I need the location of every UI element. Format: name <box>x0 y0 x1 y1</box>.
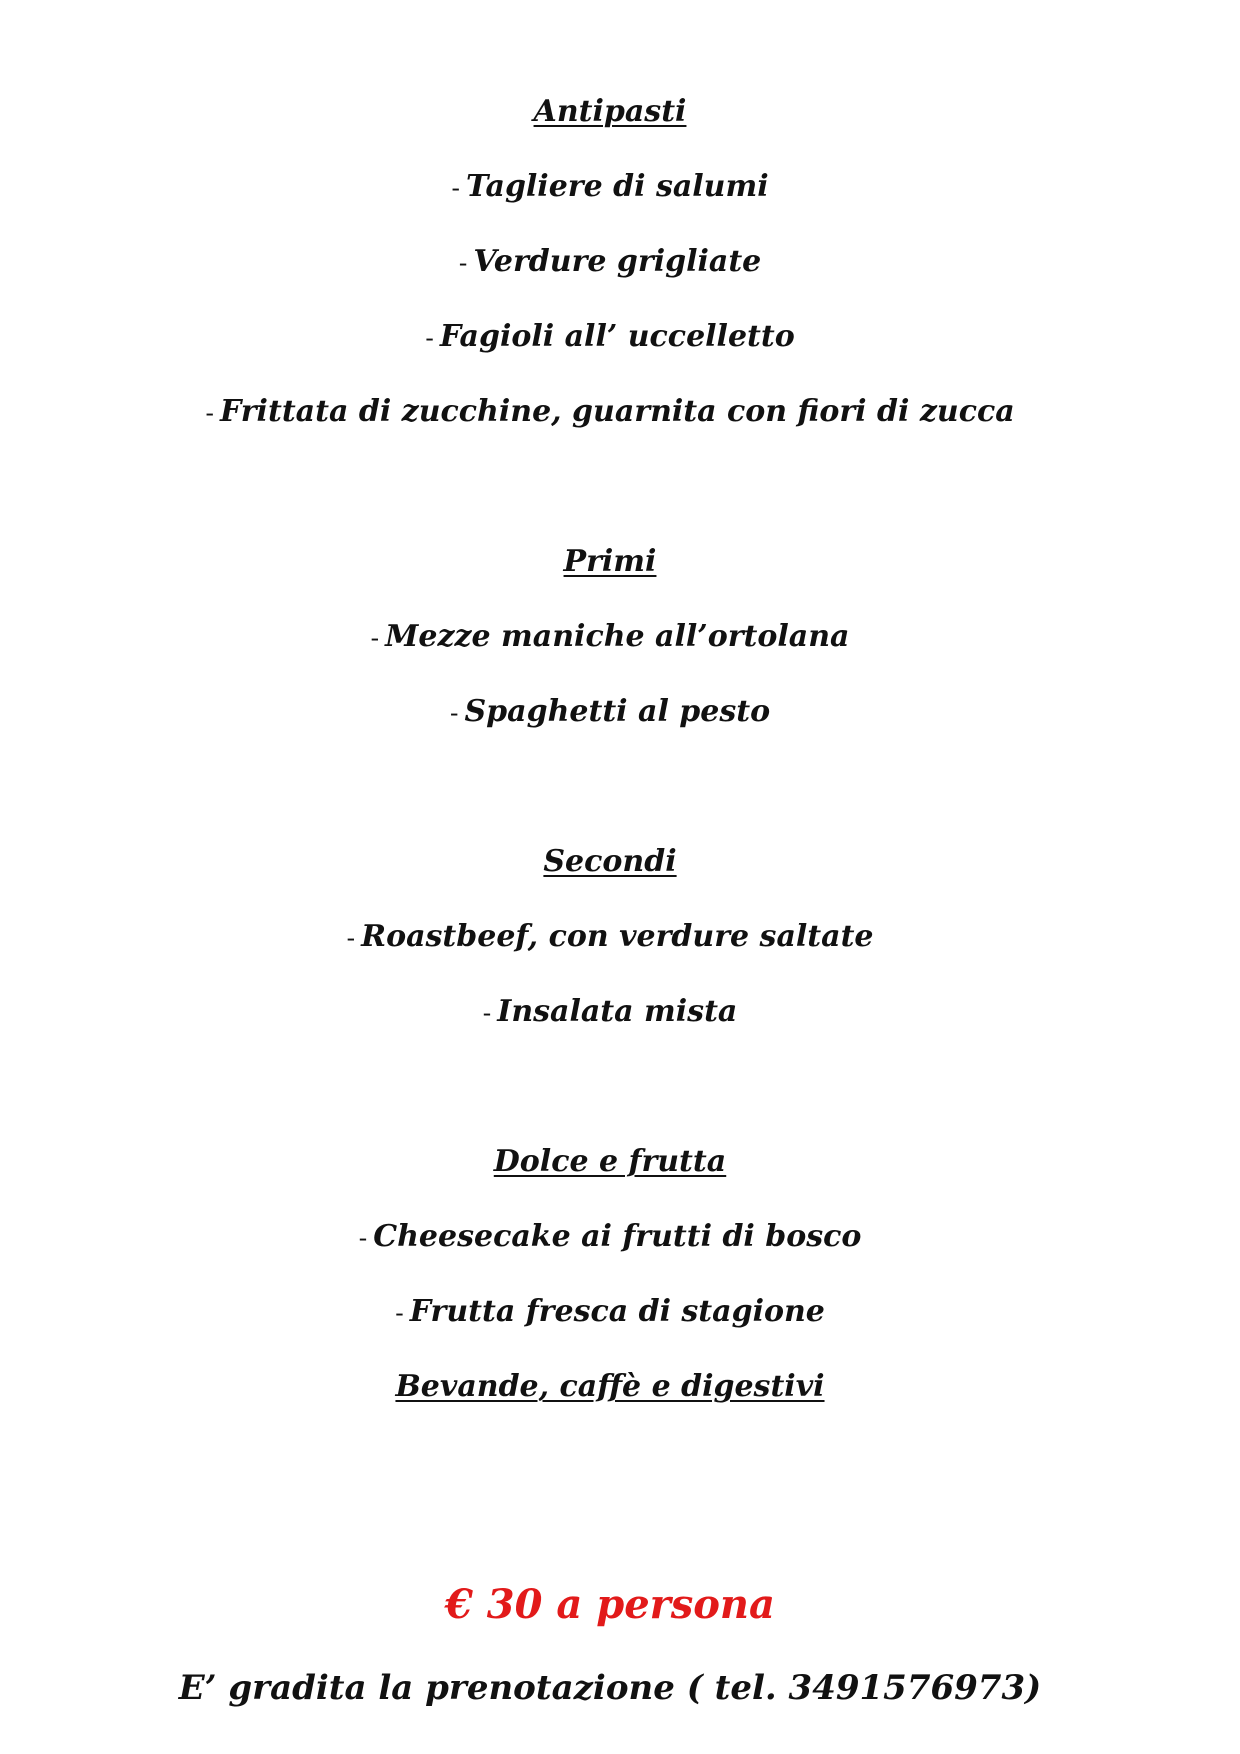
price-per-person: € 30 a persona <box>445 1581 775 1628</box>
item-label: Insalata mista <box>497 994 738 1029</box>
secondi-heading: Secondi <box>543 844 677 879</box>
dolce-heading: Dolce e frutta <box>493 1144 727 1179</box>
secondi-item <box>0 917 1220 958</box>
antipasti-heading: Antipasti <box>533 94 687 129</box>
item-label: Cheesecake ai frutti di bosco <box>373 1219 862 1254</box>
item-dash: - <box>449 699 459 727</box>
item-label: Frittata di zucchine, guarnita con fiori di zucca <box>219 394 1015 429</box>
drinks-note: Bevande, caffè e digestivi <box>395 1369 825 1404</box>
item-dash: - <box>482 999 492 1027</box>
item-dash: - <box>425 324 434 352</box>
antipasti-item <box>0 167 1220 208</box>
antipasti-item <box>0 317 1220 358</box>
antipasti-item <box>0 392 1220 433</box>
dolce-item <box>0 1292 1220 1333</box>
item-label: Tagliere di salumi <box>466 169 769 204</box>
item-label: Fagioli all’ uccelletto <box>439 319 795 354</box>
booking-note: E’ gradita la prenotazione ( tel. 3491576973) <box>178 1668 1042 1708</box>
item-dash: - <box>205 399 214 427</box>
item-label: Roastbeef, con verdure saltate <box>361 919 874 954</box>
primi-item <box>0 692 1220 733</box>
item-label: Mezze maniche all’ortolana <box>385 619 850 654</box>
item-dash: - <box>395 1299 404 1327</box>
antipasti-item <box>0 242 1220 283</box>
item-dash: - <box>358 1224 368 1252</box>
item-label: Frutta fresca di stagione <box>409 1294 825 1329</box>
item-dash: - <box>451 174 461 202</box>
primi-heading: Primi <box>563 544 657 579</box>
dolce-item <box>0 1217 1220 1258</box>
item-label: Verdure grigliate <box>473 244 762 279</box>
item-dash: - <box>346 924 356 952</box>
item-label: Spaghetti al pesto <box>464 694 771 729</box>
item-dash: - <box>458 249 468 277</box>
primi-item <box>0 617 1220 658</box>
item-dash: - <box>370 624 380 652</box>
secondi-item <box>0 992 1220 1033</box>
